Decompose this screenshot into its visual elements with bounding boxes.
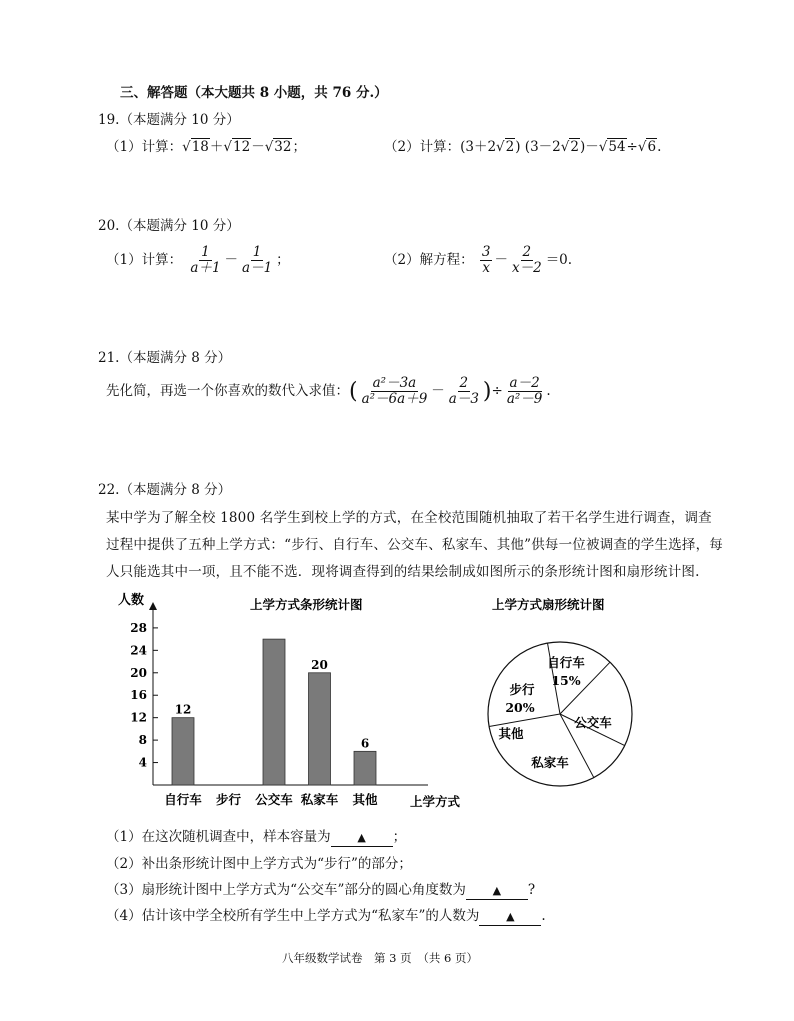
bar-chart-ylabel: 人数 bbox=[118, 593, 145, 608]
bar-data-label: 20 bbox=[311, 657, 328, 672]
bar-ytick-label: 28 bbox=[130, 620, 147, 635]
q22-header: 22.（本题满分 8 分） bbox=[98, 482, 232, 498]
bar-3 bbox=[309, 673, 331, 785]
q21-body: 先化简，再选一个你喜欢的数代入求值：( $\frac{\text{a²－3a}}{\text{a²－6a＋9}}$ － $\frac{2}{a-3}$ )÷ $\frac{a-2}{\text{a²－9}}$ . bbox=[106, 375, 551, 407]
pie-percent-label: 15% bbox=[551, 673, 581, 688]
bar-ytick-label: 8 bbox=[138, 733, 147, 748]
answer-blank-3[interactable]: ▲ bbox=[466, 882, 528, 900]
q19-header: 19.（本题满分 10 分） bbox=[98, 112, 240, 128]
page-footer: 八年级数学试卷 第 3 页 （共 6 页） bbox=[282, 951, 479, 965]
bar-0 bbox=[172, 718, 194, 785]
pie-label: 其他 bbox=[498, 726, 524, 741]
pie-label: 自行车 bbox=[547, 655, 585, 670]
answer-blank-4[interactable]: ▲ bbox=[479, 908, 541, 926]
q22-sub4: （4）估计该中学全校所有学生中上学方式为“私家车”的人数为 ▲ . bbox=[106, 908, 546, 924]
bar-ytick-label: 24 bbox=[130, 643, 147, 658]
q22-sub1: （1）在这次随机调查中，样本容量为 ▲ ； bbox=[106, 829, 407, 845]
pie-chart bbox=[480, 582, 650, 797]
answer-blank-1[interactable]: ▲ bbox=[331, 829, 393, 847]
bar-data-label: 12 bbox=[174, 702, 192, 717]
bar-category-label: 公交车 bbox=[255, 792, 293, 807]
q22-sub2: （2）补出条形统计图中上学方式为“步行”的部分； bbox=[106, 856, 412, 872]
bar-ytick-label: 20 bbox=[130, 665, 147, 680]
bar-ytick-label: 12 bbox=[130, 710, 147, 725]
bar-category-label: 自行车 bbox=[164, 792, 202, 807]
pie-label: 公交车 bbox=[574, 715, 612, 730]
q21-header: 21.（本题满分 8 分） bbox=[98, 350, 232, 366]
pie-chart-title: 上学方式扇形统计图 bbox=[492, 597, 605, 612]
section-title: 三、解答题（本大题共 8 小题，共 76 分.） bbox=[120, 85, 388, 101]
pie-label: 步行 bbox=[509, 682, 535, 697]
q22-line3: 人只能选其中一项，且不能不选．现将调查得到的结果绘制成如图所示的条形统计图和扇形统计图. bbox=[106, 564, 700, 580]
q20-part2: （2）解方程： $\frac{3}{x}$ － $\frac{2}{x-2}$ ＝0. bbox=[384, 244, 573, 276]
bar-category-label: 其他 bbox=[352, 792, 378, 807]
q19-part2: （2）计算：(3＋2√2) (3－2√2)－√54÷√6. bbox=[384, 139, 662, 155]
q20-part1: （1）计算： $\frac{1}{a+1}$ － $\frac{1}{a-1}$ ； bbox=[106, 244, 290, 276]
q22-line2: 过程中提供了五种上学方式：“步行、自行车、公交车、私家车、其他”供每一位被调查的学生选择，每 bbox=[106, 537, 724, 553]
bar-chart-xlabel: 上学方式 bbox=[410, 794, 461, 809]
bar-ytick-label: 16 bbox=[130, 688, 147, 703]
q20-header: 20.（本题满分 10 分） bbox=[98, 218, 240, 234]
q22-line1: 某中学为了解全校 1800 名学生到校上学的方式，在全校范围随机抽取了若干名学生进行调查，调查 bbox=[106, 510, 712, 526]
q22-sub3: （3）扇形统计图中上学方式为“公交车”部分的圆心角度数为 ▲ ? bbox=[106, 882, 536, 898]
bar-category-label: 私家车 bbox=[300, 792, 339, 807]
bar-category-label: 步行 bbox=[215, 792, 242, 807]
bar-2 bbox=[263, 639, 285, 785]
y-axis-arrow-icon bbox=[149, 602, 157, 610]
bar-chart bbox=[110, 582, 480, 812]
bar-chart-title: 上学方式条形统计图 bbox=[250, 597, 363, 612]
bar-ytick-label: 4 bbox=[138, 755, 147, 770]
pie-label: 私家车 bbox=[531, 755, 569, 770]
bar-4 bbox=[354, 751, 376, 785]
q19-part1: （1）计算：√18＋√12－√32； bbox=[106, 139, 306, 155]
pie-percent-label: 20% bbox=[505, 700, 535, 715]
bar-data-label: 6 bbox=[360, 736, 370, 751]
